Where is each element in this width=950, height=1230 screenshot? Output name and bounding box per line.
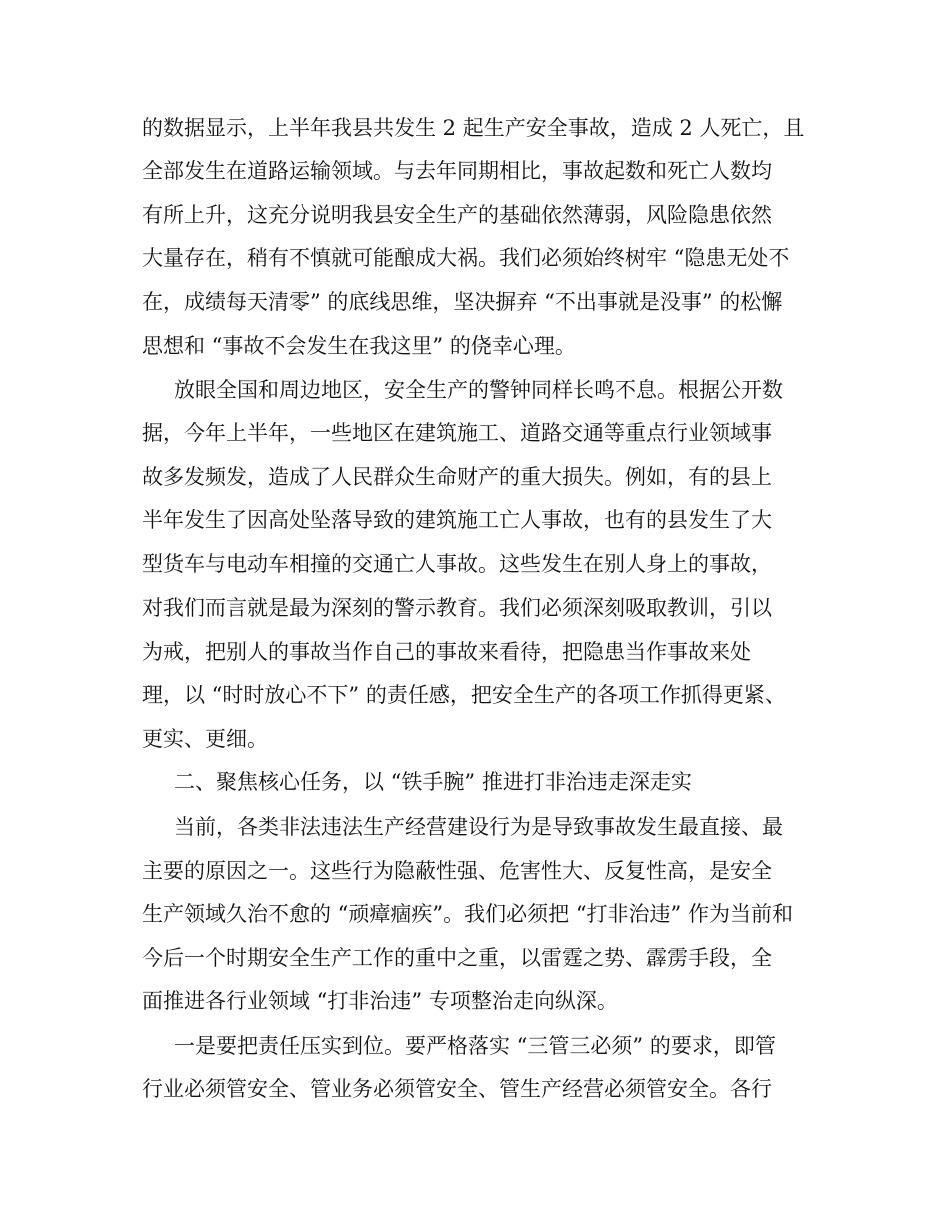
text-line: 一是要把责任压实到位。要严格落实 “三管三必须” 的要求，即管 [174,1034,776,1058]
text-line: 更实、更细。 [142,727,268,751]
section-heading: 二、聚焦核心任务，以 “铁手腕” 推进打非治违走深走实 [174,770,692,794]
text-line: 理，以 “时时放心不下” 的责任感，把安全生产的各项工作抓得更紧、 [142,683,786,707]
text-line: 放眼全国和周边地区，安全生产的警钟同样长鸣不息。根据公开数 [174,378,783,402]
text-line: 半年发生了因高处坠落导致的建筑施工亡人事故，也有的县发生了大 [142,508,772,532]
text-line: 生产领域久治不愈的 “顽瘴痼疾”。我们必须把 “打非治违” 作为当前和 [142,902,793,926]
text-line: 的数据显示，上半年我县共发生 2 起生产安全事故，造成 2 人死亡，且 [142,116,805,140]
text-line: 故多发频发，造成了人民群众生命财产的重大损失。例如，有的县上 [142,465,772,489]
text-line: 行业必须管安全、管业务必须管安全、管生产经营必须管安全。各行 [142,1077,772,1101]
text-line: 对我们而言就是最为深刻的警示教育。我们必须深刻吸取教训，引以 [142,596,772,620]
text-line: 在，成绩每天清零” 的底线思维，坚决摒弃 “不出事就是没事” 的松懈 [142,290,783,314]
text-line: 型货车与电动车相撞的交通亡人事故。这些发生在别人身上的事故， [142,552,772,576]
text-line: 大量存在，稍有不慎就可能酿成大祸。我们必须始终树牢 “隐患无处不 [142,246,790,270]
text-line: 当前，各类非法违法生产经营建设行为是导致事故发生最直接、最 [174,815,783,839]
text-line: 思想和 “事故不会发生在我这里” 的侥幸心理。 [142,334,576,358]
text-line: 为戒，把别人的事故当作自己的事故来看待，把隐患当作事故来处 [142,640,751,664]
text-line: 面推进各行业领域 “打非治违” 专项整治走向纵深。 [142,989,618,1013]
text-line: 今后一个时期安全生产工作的重中之重，以雷霆之势、霹雳手段，全 [142,946,772,970]
text-line: 据，今年上半年，一些地区在建筑施工、道路交通等重点行业领域事 [142,421,772,445]
text-line: 全部发生在道路运输领域。与去年同期相比，事故起数和死亡人数均 [142,159,772,183]
text-line: 主要的原因之一。这些行为隐蔽性强、危害性大、反复性高，是安全 [142,859,772,883]
text-line: 有所上升，这充分说明我县安全生产的基础依然薄弱，风险隐患依然 [142,203,772,227]
